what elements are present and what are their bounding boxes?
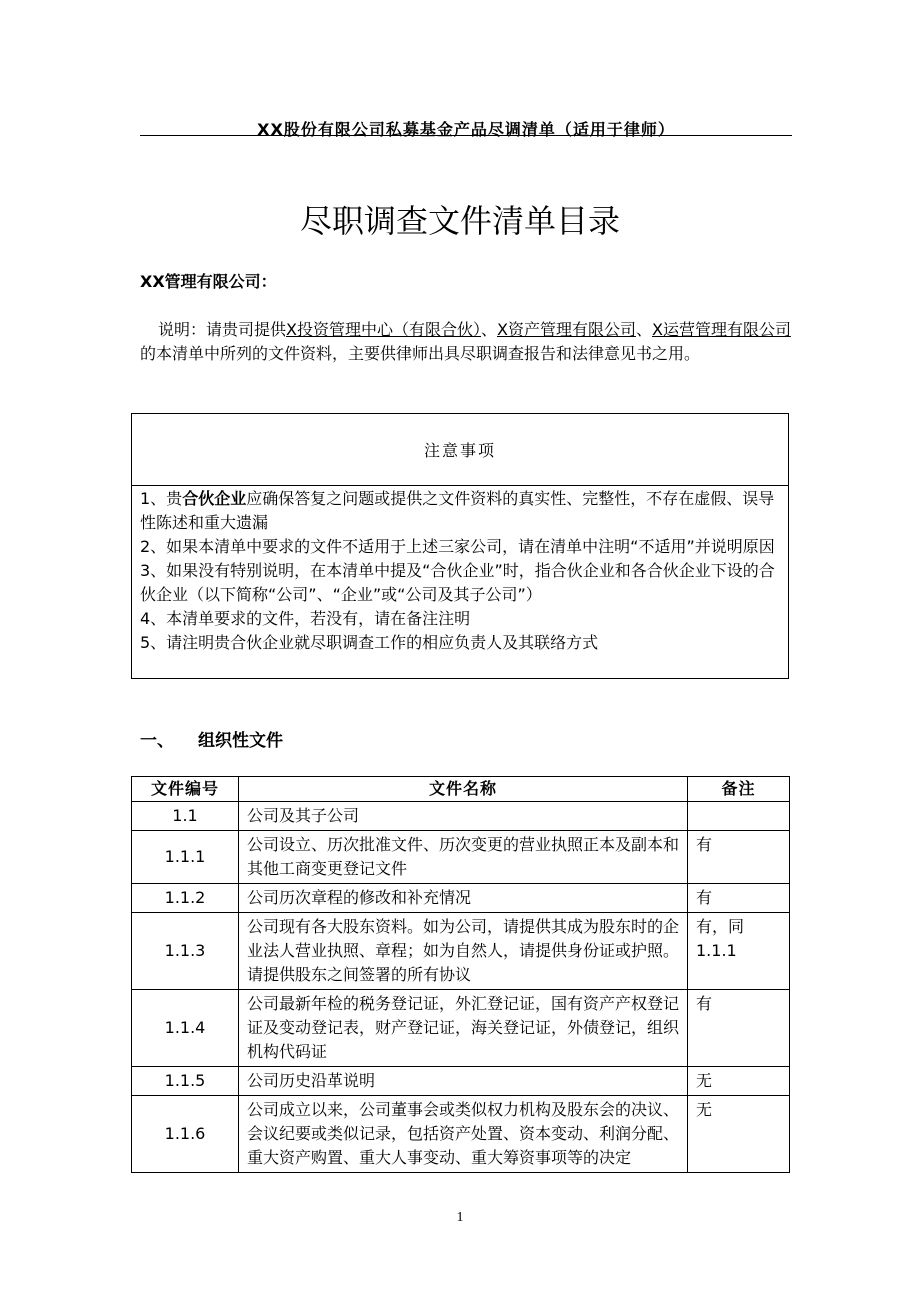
column-header-file-name: 文件名称 <box>239 777 688 802</box>
file-number-cell: 1.1.5 <box>132 1067 239 1096</box>
notice-item-1 <box>140 487 780 535</box>
table-row <box>132 884 790 913</box>
notice-item-2: 2、如果本清单中要求的文件不适用于上述三家公司，请在清单中注明“不适用”并说明原因 <box>140 537 775 556</box>
table-row <box>132 913 790 990</box>
table-header-row <box>132 777 790 802</box>
notice-box <box>131 413 789 679</box>
file-number-cell: 1.1.6 <box>132 1096 239 1173</box>
notice-item-5: 5、请注明贵合伙企业就尽职调查工作的相应负责人及其联络方式 <box>140 633 599 652</box>
file-number-cell: 1.1.2 <box>132 884 239 913</box>
table-row <box>132 831 790 884</box>
remarks-cell: 有 <box>688 831 790 884</box>
intro-entity-2: X资产管理有限公司 <box>497 320 636 339</box>
notice-heading: 注意事项 <box>132 414 788 486</box>
intro-paragraph <box>140 318 792 366</box>
header-rule <box>140 135 792 136</box>
table-row <box>132 1096 790 1173</box>
addressee: XX管理有限公司： <box>140 272 277 291</box>
intro-separator-2: 、 <box>635 320 652 339</box>
notice-item-4: 4、本清单要求的文件，若没有，请在备注注明 <box>140 609 471 628</box>
page-number: 1 <box>456 1210 464 1225</box>
file-name-cell: 公司最新年检的税务登记证，外汇登记证，国有资产产权登记证及变动登记表，财产登记证，海关登记证，外债登记，组织机构代码证 <box>239 990 688 1067</box>
file-number-cell: 1.1 <box>132 802 239 831</box>
table-row <box>132 1067 790 1096</box>
file-name-cell: 公司历史沿革说明 <box>239 1067 688 1096</box>
file-name-cell: 公司及其子公司 <box>239 802 688 831</box>
file-number-cell: 1.1.1 <box>132 831 239 884</box>
file-number-cell: 1.1.4 <box>132 990 239 1067</box>
table-row <box>132 990 790 1067</box>
page-header-title: XX股份有限公司私募基金产品尽调清单（适用于律师） <box>257 120 675 139</box>
section-number: 一、 <box>140 731 174 751</box>
column-header-file-number: 文件编号 <box>132 777 239 802</box>
remarks-cell: 有 <box>688 884 790 913</box>
intro-entity-3: X运营管理有限公司 <box>651 320 791 339</box>
notice-item-1-prefix: 1、贵 <box>140 489 183 508</box>
remarks-cell: 无 <box>688 1067 790 1096</box>
column-header-remarks: 备注 <box>688 777 790 802</box>
remarks-cell: 有，同1.1.1 <box>688 913 790 990</box>
intro-separator-1: 、 <box>480 320 497 339</box>
remarks-cell <box>688 802 790 831</box>
remarks-cell: 无 <box>688 1096 790 1173</box>
document-table <box>131 776 790 1173</box>
section-heading <box>140 728 283 754</box>
notice-body <box>132 486 788 655</box>
remarks-cell: 有 <box>688 990 790 1067</box>
notice-item-1-rest: 应确保答复之问题或提供之文件资料的真实性、完整性，不存在虚假、误导性陈述和重大遗漏 <box>140 489 775 532</box>
section-title: 组织性文件 <box>198 731 283 751</box>
file-name-cell: 公司设立、历次批准文件、历次变更的营业执照正本及副本和其他工商变更登记文件 <box>239 831 688 884</box>
file-name-cell: 公司现有各大股东资料。如为公司，请提供其成为股东时的企业法人营业执照、章程；如为自然人，请提供身份证或护照。请提供股东之间签署的所有协议 <box>239 913 688 990</box>
document-title: 尽职调查文件清单目录 <box>299 202 620 240</box>
file-name-cell: 公司成立以来，公司董事会或类似权力机构及股东会的决议、会议纪要或类似记录，包括资产处置、资本变动、利润分配、重大资产购置、重大人事变动、重大筹资事项等的决定 <box>239 1096 688 1173</box>
intro-entity-1: X投资管理中心（有限合伙） <box>286 320 481 339</box>
notice-item-1-bold: 合伙企业 <box>182 489 247 508</box>
table-row <box>132 802 790 831</box>
notice-item-3: 3、如果没有特别说明，在本清单中提及“合伙企业”时，指合伙企业和各合伙企业下设的合伙企业（以下简称“公司”、“企业”或“公司及其子公司”） <box>140 561 775 604</box>
file-number-cell: 1.1.3 <box>132 913 239 990</box>
intro-rest: 的本清单中所列的文件资料，主要供律师出具尽职调查报告和法律意见书之用。 <box>140 344 701 363</box>
intro-lead: 说明：请贵司提供 <box>158 320 287 339</box>
file-name-cell: 公司历次章程的修改和补充情况 <box>239 884 688 913</box>
